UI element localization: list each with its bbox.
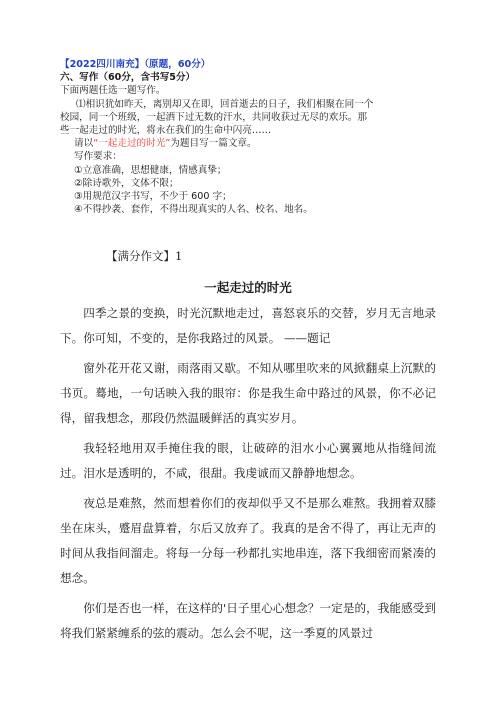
essay-paragraph: 夜总是难熬，然而想着你们的夜却似乎又不是那么难熬。我拥着双膝坐在床头，蹙眉盘算着，尔后又放弃了。我真的是舍不得了，再让无声的时间从我指间溜走。将每一分每一秒都扎实地串连，落下我细密而紧凑的想念。	[60, 496, 436, 585]
essay-paragraph: 我轻轻地用双手掩住我的眼，让破碎的泪水小心翼翼地从指缝间流过。泪水是透明的，不咸，很甜。我虔诚而又静静地想念。	[60, 441, 436, 480]
title-instruction-post: 为题目写一篇文章。	[170, 138, 257, 150]
writing-prompt	[60, 58, 432, 216]
requirement-item: ④不得抄袭、套作，不得出现真实的人名、校名、地名。	[74, 204, 313, 216]
essay-paragraph: 四季之景的变换，时光沉默地走过，喜怒哀乐的交替，岁月无言地录下。你可知，不变的，是你我路过的风景。 ——题记	[60, 306, 436, 345]
essay-topic-highlight: “一起走过的时光”	[93, 138, 171, 150]
source-label: 【2022四川南充】（原题，60分）	[60, 59, 211, 70]
sample-essay	[60, 248, 436, 646]
instruction-text: 下面两题任选一题写作。	[60, 85, 166, 97]
requirement-item: ①立意准确，思想健康，情感真挚；	[74, 164, 227, 176]
question-1-line-3: 些一起走过的时光，将永在我们的生命中闪亮……	[60, 125, 272, 137]
essay-title: 一起走过的时光	[204, 280, 292, 295]
question-1-line-1: ⑴相识犹如昨天，离别却又在即，回首逝去的日子，我们相聚在同一个	[76, 98, 374, 110]
question-1-line-2: 校园，同一个班级，一起洒下过无数的汗水，共同收获过无尽的欢乐。那	[60, 111, 367, 123]
requirements-heading: 写作要求：	[74, 151, 122, 163]
essay-paragraph: 你们是否也一样，在这样的'日子里心心想念？一定是的，我能感受到将我们紧紧缠系的弦的震动。怎么会不呢，这一季夏的风景过	[60, 601, 436, 640]
essay-label: 【满分作文】1	[106, 249, 183, 263]
question-1-line-4	[60, 137, 432, 150]
requirement-item: ②除诗歌外，文体不限；	[74, 177, 179, 189]
section-heading: 六、写作（60分，含书写5分）	[60, 72, 196, 84]
essay-paragraph: 窗外花开花又谢，雨落雨又歇。不知从哪里吹来的风掀翻桌上沉默的书页。蓦地，一句话映入我的眼帘：你是我生命中路过的风景，你不必记得，留我想念，那段仍然温暖鲜活的真实岁月。	[60, 361, 436, 425]
title-instruction-pre: 请以	[74, 138, 94, 150]
requirement-item: ③用规范汉字书写，不少于 600 字；	[74, 191, 232, 203]
